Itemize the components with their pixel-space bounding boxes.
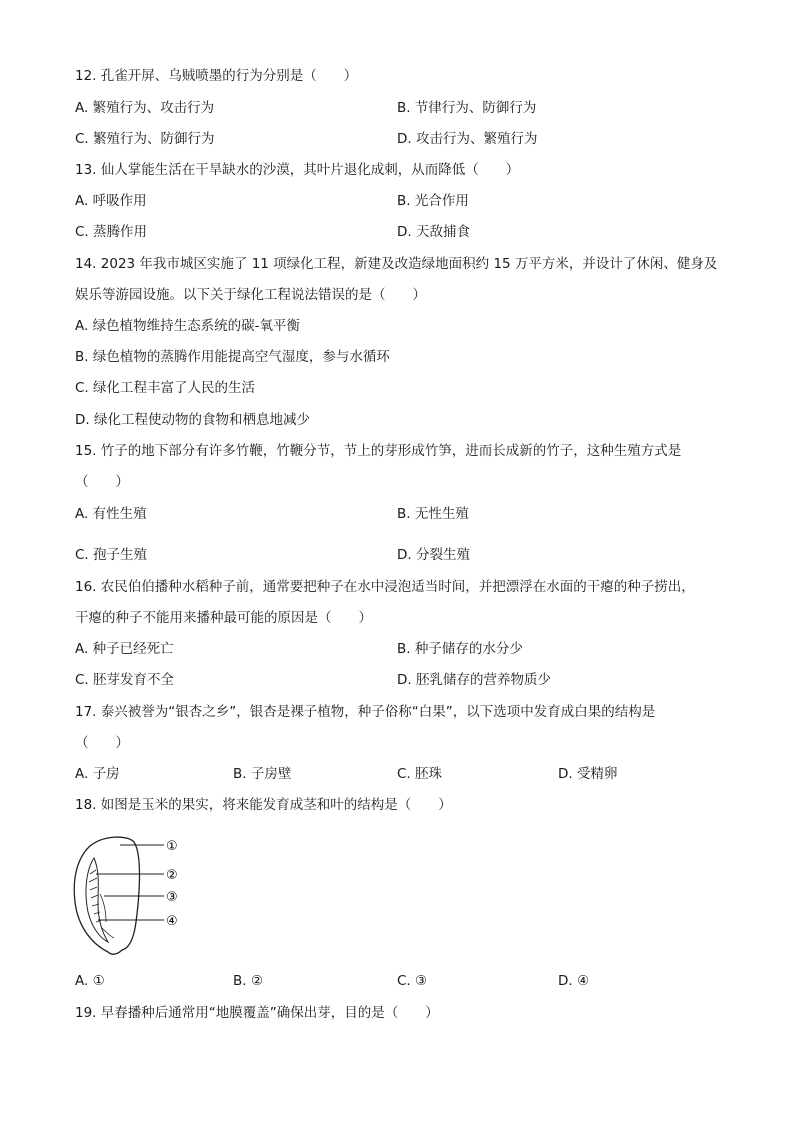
question-16-option-a: A. 种子已经死亡 [75, 641, 174, 657]
question-12-option-d: D. 攻击行为、繁殖行为 [397, 131, 538, 147]
question-15-option-d: D. 分裂生殖 [397, 547, 470, 563]
diagram-label-4: ④ [166, 914, 178, 929]
question-14-option-a: A. 绿色植物维持生态系统的碳-氧平衡 [75, 318, 300, 334]
question-16-option-d: D. 胚乳储存的营养物质少 [397, 672, 551, 688]
question-12-stem: 12. 孔雀开屏、乌贼喷墨的行为分别是（ ） [75, 68, 358, 84]
diagram-label-1: ① [166, 839, 178, 854]
question-15-option-c: C. 孢子生殖 [75, 547, 148, 563]
question-14-option-d: D. 绿化工程使动物的食物和栖息地减少 [75, 412, 310, 428]
question-17-option-c: C. 胚珠 [397, 766, 443, 782]
question-14-stem-line-1: 14. 2023 年我市城区实施了 11 项绿化工程，新建及改造绿地面积约 15 万平方米，并设计了休闲、健身及 [75, 256, 718, 272]
question-16-stem-line-1: 16. 农民伯伯播种水稻种子前，通常要把种子在水中浸泡适当时间，并把漂浮在水面的干瘪的种子捞出， [75, 579, 695, 595]
question-13-option-b: B. 光合作用 [397, 193, 469, 209]
corn-kernel-diagram [72, 832, 192, 957]
question-13-stem: 13. 仙人掌能生活在干旱缺水的沙漠，其叶片退化成刺，从而降低（ ） [75, 162, 520, 178]
question-15-stem-line-2: （ ） [75, 474, 129, 490]
question-13-option-d: D. 天敌捕食 [397, 224, 470, 240]
question-17-stem-line-2: （ ） [75, 735, 129, 751]
question-13-option-c: C. 蒸腾作用 [75, 224, 148, 240]
question-14-option-b: B. 绿色植物的蒸腾作用能提高空气湿度，参与水循环 [75, 349, 390, 365]
question-18-option-c: C. ③ [397, 973, 428, 989]
question-12-option-c: C. 繁殖行为、防御行为 [75, 131, 215, 147]
question-18-option-d: D. ④ [558, 973, 590, 989]
question-13-option-a: A. 呼吸作用 [75, 193, 147, 209]
embryo-outline [86, 858, 108, 942]
question-15-option-b: B. 无性生殖 [397, 506, 469, 522]
question-16-option-b: B. 种子储存的水分少 [397, 641, 523, 657]
question-16-stem-line-2: 干瘪的种子不能用来播种最可能的原因是（ ） [75, 610, 372, 626]
question-18-option-b: B. ② [233, 973, 263, 989]
question-18-stem: 18. 如图是玉米的果实，将来能发育成茎和叶的结构是（ ） [75, 797, 452, 813]
diagram-label-2: ② [166, 868, 178, 883]
question-17-option-d: D. 受精卵 [558, 766, 618, 782]
question-15-option-a: A. 有性生殖 [75, 506, 147, 522]
question-18-option-a: A. ① [75, 973, 105, 989]
question-12-option-b: B. 节律行为、防御行为 [397, 100, 537, 116]
diagram-label-3: ③ [166, 890, 178, 905]
embryo-hatching [89, 870, 102, 922]
question-17-option-a: A. 子房 [75, 766, 120, 782]
question-14-stem-line-2: 娱乐等游园设施。以下关于绿化工程说法错误的是（ ） [75, 287, 426, 303]
question-14-option-c: C. 绿化工程丰富了人民的生活 [75, 380, 256, 396]
question-16-option-c: C. 胚芽发育不全 [75, 672, 175, 688]
question-15-stem-line-1: 15. 竹子的地下部分有许多竹鞭，竹鞭分节，节上的芽形成竹笋，进而长成新的竹子，这种生殖方式是 [75, 443, 682, 459]
question-19-stem: 19. 早春播种后通常用“地膜覆盖”确保出芽，目的是（ ） [75, 1005, 439, 1021]
question-17-stem-line-1: 17. 泰兴被誉为“银杏之乡”，银杏是裸子植物，种子俗称“白果”，以下选项中发育成白果的结构是 [75, 704, 656, 720]
embryo-detail [100, 894, 114, 938]
question-12-option-a: A. 繁殖行为、攻击行为 [75, 100, 215, 116]
question-17-option-b: B. 子房壁 [233, 766, 292, 782]
